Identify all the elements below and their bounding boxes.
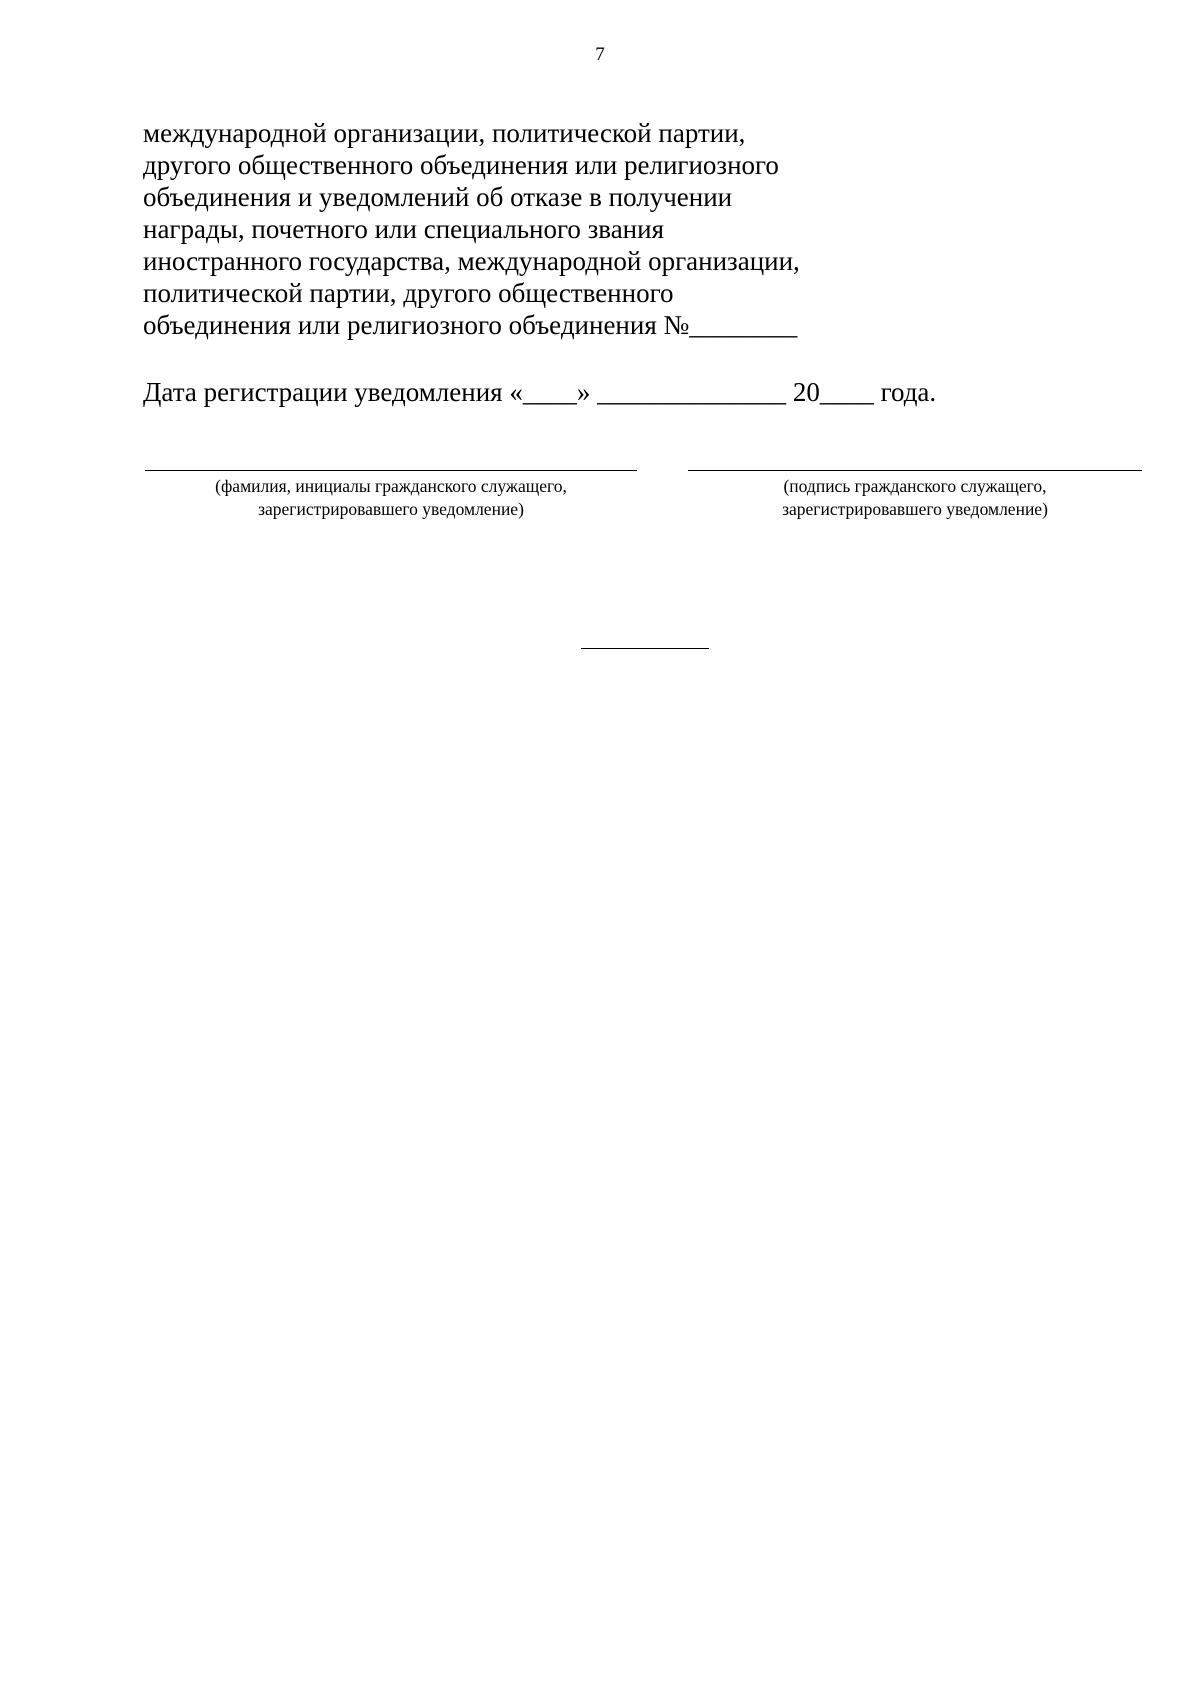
body-line: награды, почетного или специального звания: [143, 214, 664, 244]
body-line: политической партии, другого общественного: [143, 278, 674, 308]
signature-block-name: [145, 470, 637, 521]
name-caption-line: зарегистрировавшего уведомление): [258, 499, 524, 519]
registration-date-line: Дата регистрации уведомления «____» ______________ 20____ года.: [143, 377, 937, 407]
body-line: объединения или религиозного объединения №________: [143, 310, 798, 340]
name-caption: [145, 475, 637, 521]
page-number: 7: [595, 44, 605, 65]
end-divider: [581, 648, 709, 649]
signature-line: [688, 470, 1142, 471]
body-line: международной организации, политической партии,: [143, 118, 746, 148]
body-line: иностранного государства, международной организации,: [143, 246, 800, 276]
signature-caption-line: зарегистрировавшего уведомление): [782, 499, 1048, 519]
name-signature-line: [145, 470, 637, 471]
signature-caption: [688, 475, 1142, 521]
body-line: объединения и уведомлений об отказе в получении: [143, 182, 733, 212]
name-caption-line: (фамилия, инициалы гражданского служащего,: [215, 476, 567, 496]
signature-block-signature: [688, 470, 1142, 521]
body-text: [143, 117, 1143, 341]
body-line: другого общественного объединения или религиозного: [143, 150, 779, 180]
signature-caption-line: (подпись гражданского служащего,: [783, 476, 1047, 496]
